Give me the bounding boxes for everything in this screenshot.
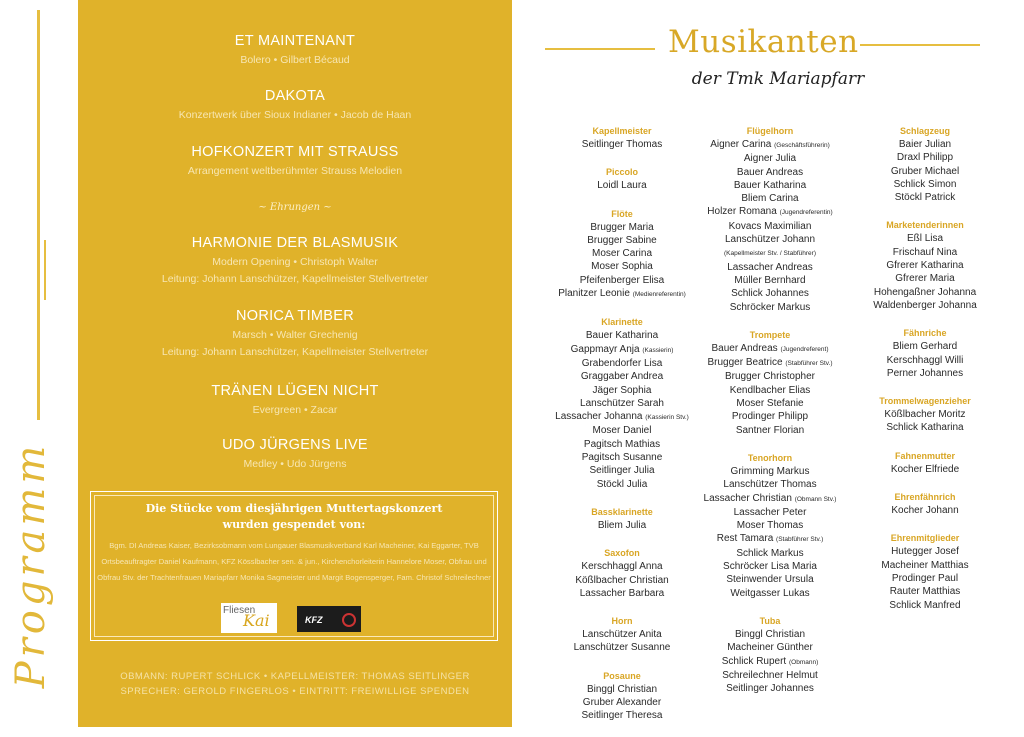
musician-name <box>537 709 707 722</box>
musician-name <box>690 492 850 506</box>
musician-name <box>840 463 1010 476</box>
musician-name-text: Kerschhaggl Willi <box>886 354 964 366</box>
musician-name <box>537 221 707 234</box>
musician-name-text: Stöckl Patrick <box>894 192 956 204</box>
musician-role-note: (Medienreferentin) <box>632 291 686 299</box>
musician-name <box>690 532 850 546</box>
musician-name <box>690 547 850 560</box>
instrument-section <box>537 315 707 491</box>
musician-name <box>537 438 707 451</box>
program-item <box>78 33 512 66</box>
musician-name-text: Grabendorfer Lisa <box>581 357 663 369</box>
musician-name <box>690 384 850 397</box>
musician-name <box>537 464 707 477</box>
musician-name <box>840 272 1010 285</box>
musician-name <box>840 572 1010 585</box>
musician-name-text: Schlick Manfred <box>889 599 961 611</box>
musician-name-text: Bauer Katharina <box>585 330 659 342</box>
musician-name <box>690 410 850 423</box>
musician-role-note: (Geschäftsführerin) <box>774 142 830 149</box>
musician-name <box>690 220 850 233</box>
musician-name <box>690 152 850 165</box>
section-heading: Fahnenmutter <box>894 450 955 461</box>
musician-name <box>537 574 707 587</box>
musician-name-text: Lanschützer Johann <box>724 234 816 246</box>
musician-name-text: Bliem Gerhard <box>892 341 958 353</box>
instrument-section <box>690 328 850 437</box>
program-item <box>78 308 512 358</box>
kai-logo-text: Kai <box>243 611 270 630</box>
musikanten-title: Musikanten <box>668 24 859 60</box>
program-item-title: HOFKONZERT MIT STRAUSS <box>191 144 399 160</box>
section-heading: Tenorhorn <box>747 452 793 463</box>
musician-name-text: Rest Tamara <box>716 533 774 545</box>
musician-name <box>840 138 1010 151</box>
musician-name <box>690 587 850 600</box>
musician-name <box>537 260 707 273</box>
musician-name-text: Schröcker Markus <box>729 301 811 313</box>
musician-name <box>537 451 707 464</box>
musician-name-text: Gruber Michael <box>890 165 960 177</box>
musician-name-text: Lanschützer Sarah <box>580 397 664 409</box>
musician-name-text: Kocher Elfriede <box>890 463 960 475</box>
musician-name-text: Moser Sophia <box>591 261 653 273</box>
footer-line: OBMANN: RUPERT SCHLICK • KAPELLMEISTER: THOMAS SEITLINGER <box>120 671 470 682</box>
musician-name <box>840 599 1010 612</box>
program-vertical-title: Programm <box>8 441 54 689</box>
musician-name-text: Jäger Sophia <box>592 384 652 396</box>
musician-name-text: Lassacher Andreas <box>727 261 813 273</box>
program-item-subtitle: Leitung: Johann Lanschützer, Kapellmeister Stellvertreter <box>161 346 429 358</box>
program-item-subtitle: Bolero • Gilbert Bécaud <box>240 54 350 66</box>
musician-name-text: Bliem Julia <box>597 519 647 531</box>
instrument-section <box>690 124 850 314</box>
donation-heading: Die Stücke vom diesjährigen Muttertagskonzert <box>145 502 443 515</box>
musician-name-text: Loidl Laura <box>597 180 647 192</box>
program-item-title: ET MAINTENANT <box>234 33 356 49</box>
musician-name <box>840 259 1010 272</box>
musician-name <box>690 478 850 491</box>
musician-column <box>840 124 1010 626</box>
section-heading: Fähnriche <box>903 328 947 339</box>
musician-name <box>690 192 850 205</box>
instrument-section <box>537 207 707 302</box>
musician-name-text: Seitlinger Johannes <box>726 683 814 695</box>
musician-name-text: Macheiner Günther <box>727 642 813 654</box>
musician-name-text: Seitlinger Thomas <box>581 139 663 150</box>
program-item-subtitle: Evergreen • Zacar <box>252 404 338 416</box>
musician-name <box>537 370 707 383</box>
musician-name-text: Moser Carina <box>591 248 653 260</box>
musician-name <box>840 340 1010 353</box>
musician-name <box>690 560 850 573</box>
fliesen-logo-text: Fliesen <box>223 605 256 616</box>
musician-name <box>537 683 707 696</box>
musician-name <box>537 384 707 397</box>
musician-name-text: Perner Johannes <box>886 367 964 379</box>
fliesen-kai-logo <box>221 603 277 633</box>
musician-name <box>840 299 1010 312</box>
musician-name <box>690 573 850 586</box>
kfz-logo-text: KFZ <box>305 615 323 625</box>
musician-name <box>690 519 850 532</box>
section-heading: Horn <box>611 616 633 627</box>
musician-role-note: (Kapellmeister Stv. / Stabführer) <box>724 250 816 258</box>
musician-name-text: Lassacher Peter <box>733 506 807 518</box>
musician-name-text: Seitlinger Julia <box>589 465 655 477</box>
musician-name-text: Müller Bernhard <box>734 274 806 286</box>
musician-name <box>840 354 1010 367</box>
musician-name <box>537 560 707 573</box>
musician-name-text: Bauer Andreas <box>736 166 804 178</box>
musician-name-text: Eßl Lisa <box>906 233 944 245</box>
musician-name <box>690 397 850 410</box>
program-item-title: TRÄNEN LÜGEN NICHT <box>211 383 379 399</box>
musician-name <box>537 247 707 260</box>
musician-name-text: Frischauf Nina <box>892 246 958 258</box>
program-item <box>78 144 512 177</box>
musician-name-text: Schröcker Lisa Maria <box>723 561 817 573</box>
musician-name-text: Kößlbacher Moritz <box>884 409 966 421</box>
musician-role-note: (Stabführer Stv.) <box>785 360 833 368</box>
musician-name-text: Brugger Christopher <box>724 371 816 383</box>
instrument-section <box>690 614 850 695</box>
musician-column <box>537 124 707 737</box>
program-item-subtitle: Marsch • Walter Grechenig <box>232 329 358 341</box>
musician-name <box>690 506 850 519</box>
musician-name-text: Weitgasser Lukas <box>730 587 810 599</box>
musician-name <box>840 421 1010 434</box>
musician-name <box>537 410 707 424</box>
musician-name <box>840 286 1010 299</box>
musician-name-text: Schlick Rupert <box>721 655 787 667</box>
musician-name-text: Holzer Romana <box>707 206 777 218</box>
musician-name-text: Seitlinger Theresa <box>581 710 663 722</box>
musician-name <box>690 682 850 695</box>
program-item <box>78 383 512 416</box>
program-panel <box>78 0 512 727</box>
musician-name <box>840 232 1010 245</box>
musician-name-text: Lassacher Barbara <box>579 587 665 599</box>
musician-name-text: Gappmayr Anja <box>570 343 640 355</box>
musician-name <box>690 465 850 478</box>
program-item <box>78 88 512 121</box>
musician-name-text: Binggl Christian <box>586 683 658 695</box>
musician-name <box>690 370 850 383</box>
section-heading: Trommelwagenzieher <box>879 396 971 407</box>
musician-name-text: Brugger Beatrice <box>707 357 783 369</box>
musician-name <box>690 628 850 641</box>
program-item <box>78 235 512 285</box>
musician-name-text: Draxl Philipp <box>896 152 954 164</box>
musician-name-text: Schlick Markus <box>736 547 804 559</box>
section-heading: Kapellmeister <box>592 126 652 136</box>
musician-role-note: (Stabführer Stv.) <box>776 536 824 544</box>
musician-name-text: Moser Thomas <box>736 520 804 532</box>
musician-name-text: Binggl Christian <box>734 628 806 640</box>
musician-name-text: Moser Stefanie <box>736 398 804 410</box>
program-item-title: HARMONIE DER BLASMUSIK <box>191 235 399 251</box>
musician-name <box>537 138 707 151</box>
musician-name <box>537 234 707 247</box>
musician-name-text: Graggaber Andrea <box>580 371 664 383</box>
left-margin <box>0 0 78 727</box>
musician-name <box>537 424 707 437</box>
musician-name <box>840 408 1010 421</box>
program-item-subtitle: Leitung: Johann Lanschützer, Kapellmeister Stellvertreter <box>161 273 429 285</box>
donation-box <box>90 491 498 641</box>
instrument-section <box>840 394 1010 435</box>
musikanten-subtitle: der Tmk Mariapfarr <box>691 69 865 89</box>
musician-name-text: Grimming Markus <box>730 465 810 477</box>
musician-name <box>690 655 850 669</box>
musician-name-text: Schreilechner Helmut <box>722 669 818 681</box>
musician-name <box>690 641 850 654</box>
section-heading: Bassklarinette <box>591 506 653 517</box>
musician-name-text: Pfeifenberger Elisa <box>579 274 665 286</box>
musician-name <box>537 641 707 654</box>
section-heading: Tuba <box>759 615 781 626</box>
musician-name <box>690 166 850 179</box>
musician-name <box>537 287 707 301</box>
section-heading: Trompete <box>749 329 791 340</box>
musician-role-note: (Kassierin) <box>642 346 674 354</box>
musician-name <box>537 274 707 287</box>
musician-name <box>690 179 850 192</box>
musician-name <box>690 261 850 274</box>
program-item-subtitle: Modern Opening • Christoph Walter <box>212 256 378 268</box>
section-heading: Piccolo <box>605 167 638 178</box>
musician-name-text: Prodinger Paul <box>891 572 959 584</box>
program-item-subtitle: Medley • Udo Jürgens <box>243 458 347 470</box>
musician-name-text: Aigner Julia <box>743 153 797 165</box>
musician-name <box>690 246 850 260</box>
musician-name <box>537 357 707 370</box>
musician-name-text: Bauer Katharina <box>733 179 807 191</box>
section-heading: Flöte <box>611 208 633 219</box>
musician-name-text: Brugger Sabine <box>587 234 657 246</box>
musician-name <box>690 138 850 152</box>
section-heading: Marketenderinnen <box>886 220 964 231</box>
instrument-section <box>537 505 707 532</box>
musician-name-text: Kocher Johann <box>891 505 959 517</box>
section-heading: Flügelhorn <box>746 126 794 136</box>
musician-name-text: Gfrerer Katharina <box>886 260 964 272</box>
musician-name-text: Steinwender Ursula <box>726 574 814 586</box>
musician-name <box>840 178 1010 191</box>
musician-name-text: Gruber Alexander <box>582 697 662 709</box>
musician-name-text: Lanschützer Anita <box>582 629 662 641</box>
musician-name <box>537 587 707 600</box>
musician-name-text: Planitzer Leonie <box>558 288 630 300</box>
musician-name <box>690 205 850 219</box>
program-item-title: UDO JÜRGENS LIVE <box>222 437 368 453</box>
musician-name <box>690 356 850 370</box>
instrument-section <box>690 451 850 600</box>
musician-role-note: (Kassierin Stv.) <box>645 414 689 422</box>
musician-name <box>840 559 1010 572</box>
musician-name-text: Kößlbacher Christian <box>575 574 669 586</box>
musician-name-text: Kerschhaggl Anna <box>581 561 663 573</box>
section-heading: Ehrenfähnrich <box>894 492 956 503</box>
musician-name <box>690 342 850 356</box>
program-item-title: DAKOTA <box>264 88 326 104</box>
program-item-title: NORICA TIMBER <box>235 308 355 324</box>
musician-name-text: Schlick Simon <box>893 178 957 190</box>
musician-name-text: Stöckl Julia <box>596 478 648 490</box>
musician-name-text: Lassacher Johanna <box>555 411 643 423</box>
decorative-vertical-line <box>37 10 40 420</box>
musician-name-text: Waldenberger Johanna <box>873 299 977 311</box>
musician-name <box>537 628 707 641</box>
musician-role-note: (Jugendreferent) <box>780 345 829 353</box>
donation-donor-list: Bgm. DI Andreas Kaiser, Bezirksobmann vom Lungauer Blasmusikverband Karl Macheiner, Kai Eggarter, TVB Ortsbeauftragter Daniel Kaufmann, KFZ Kösslbacher sen. & jun., Kirchenchorleiterin Hannelore Moser, Obfrau und Obfrau Stv. der Trachtenfrauen Mariapfarr Monika Sagmeister und Margit Bogensperger, Fam. Christof Schreilechner <box>97 541 491 582</box>
instrument-section <box>840 218 1010 312</box>
section-heading: Posaune <box>603 670 641 681</box>
musician-name <box>537 329 707 342</box>
instrument-section <box>537 165 707 192</box>
program-item <box>78 437 512 470</box>
kfz-logo <box>297 606 361 632</box>
section-heading: Saxofon <box>604 548 640 559</box>
decorative-vertical-line-short <box>44 240 46 300</box>
musician-name <box>840 246 1010 259</box>
musician-name <box>690 301 850 314</box>
musician-name <box>537 696 707 709</box>
program-item-subtitle: Arrangement weltberühmter Strauss Melodien <box>187 165 403 177</box>
instrument-section <box>537 546 707 600</box>
musician-column <box>690 124 850 709</box>
musician-name <box>690 274 850 287</box>
musician-name-text: Baier Julian <box>898 139 952 150</box>
musician-name-text: Lassacher Christian <box>703 492 792 504</box>
musician-name <box>840 165 1010 178</box>
musician-name-text: Pagitsch Susanne <box>581 452 663 464</box>
musician-name <box>840 545 1010 558</box>
musician-name <box>690 287 850 300</box>
musician-name-text: Rauter Matthias <box>889 586 961 598</box>
musician-name-text: Aigner Carina <box>710 139 772 150</box>
musician-role-note: (Obmann Stv.) <box>794 495 837 503</box>
musician-name <box>537 519 707 532</box>
footer-line: SPRECHER: GEROLD FINGERLOS • EINTRITT: FREIWILLIGE SPENDEN <box>120 686 470 697</box>
instrument-section <box>537 124 707 151</box>
musician-name <box>690 424 850 437</box>
musician-role-note: (Obmann) <box>788 658 819 666</box>
musician-name-text: Schlick Katharina <box>886 422 964 434</box>
musician-name-text: Macheiner Matthias <box>881 559 969 571</box>
honor-divider-label: ~ Ehrungen ~ <box>258 202 332 213</box>
instrument-section <box>840 449 1010 476</box>
section-heading: Ehrenmitglieder <box>890 533 960 544</box>
instrument-section <box>537 669 707 723</box>
musician-name-text: Schlick Johannes <box>731 288 809 300</box>
musician-name-text: Prodinger Philipp <box>731 411 809 423</box>
kfz-logo-ring-icon <box>342 613 356 627</box>
musician-name-text: Lanschützer Susanne <box>573 642 671 654</box>
musician-name <box>537 179 707 192</box>
musician-name-text: Hohengaßner Johanna <box>873 286 977 298</box>
musician-name-text: Bliem Carina <box>741 193 799 205</box>
musician-name <box>840 367 1010 380</box>
musician-name <box>537 343 707 357</box>
instrument-section <box>840 531 1010 611</box>
musician-role-note: (Jugendreferentin) <box>779 209 833 217</box>
musician-name <box>840 151 1010 164</box>
musician-name-text: Santner Florian <box>735 424 805 436</box>
musician-name-text: Gfrerer Maria <box>895 273 955 285</box>
instrument-section <box>537 614 707 655</box>
decorative-brush-stroke <box>860 44 980 46</box>
decorative-brush-stroke <box>545 48 655 50</box>
instrument-section <box>840 490 1010 517</box>
musician-name <box>537 478 707 491</box>
musician-name <box>840 585 1010 598</box>
musician-name <box>840 191 1010 204</box>
program-item-subtitle: Konzertwerk über Sioux Indianer • Jacob de Haan <box>178 109 412 121</box>
section-heading: Klarinette <box>601 317 643 328</box>
musician-name-text: Hutegger Josef <box>891 546 959 558</box>
instrument-section <box>840 124 1010 204</box>
musician-name-text: Moser Daniel <box>592 425 652 437</box>
musician-name-text: Kovacs Maximilian <box>728 220 812 232</box>
donation-subheading: wurden gespendet von: <box>222 518 366 531</box>
musician-name <box>840 504 1010 517</box>
musician-name <box>537 397 707 410</box>
musician-name-text: Kendlbacher Elias <box>729 384 811 396</box>
musician-name <box>690 669 850 682</box>
musician-name-text: Brugger Maria <box>590 221 654 233</box>
musician-name <box>690 233 850 246</box>
section-heading: Schlagzeug <box>899 126 950 136</box>
musician-name-text: Pagitsch Mathias <box>583 438 661 450</box>
musician-name-text: Lanschützer Thomas <box>723 479 817 491</box>
instrument-section <box>840 326 1010 380</box>
musician-name-text: Bauer Andreas <box>711 342 778 354</box>
